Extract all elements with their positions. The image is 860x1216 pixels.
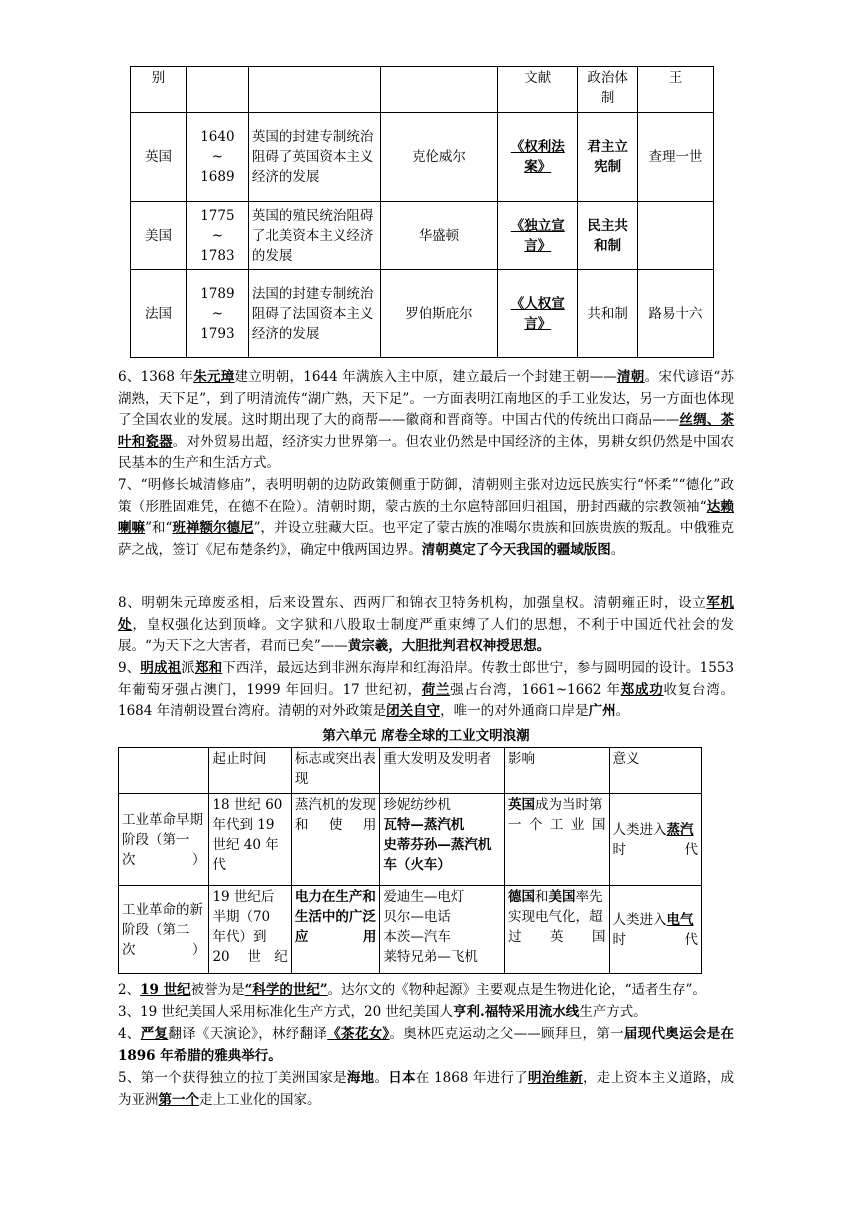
document-cell: 《权利法案》 [498,113,578,202]
period-cell: 1640 ~ 1689 [186,113,248,202]
header-cell: 起止时间 [209,748,291,794]
paragraph-9: 9、明成祖派郑和下西洋，最远达到非洲东海岸和红海沿岸。传教士郎世宁，参与圆明园的设计。1553 年葡萄牙强占澳门，1999 年回归。17 世纪初，荷兰强占台湾，1661~1662 年郑成功收复台湾。1684 年清朝设置台湾府。清朝的对外政策是闭关自守，唯一的对外通商口岸是广州。 [118,660,735,719]
header-cell: 重大发明及发明者 [380,748,505,794]
paragraph-8: 8、明朝朱元璋废丞相，后来设置东、西两厂和锦衣卫特务机构，加强皇权。清朝雍正时，设立军机处，皇权强化达到顶峰。文字狱和八股取士制度严重束缚了人们的思想，不利于中国近代社会的发展。“为天下之大害者，君而已矣”——黄宗羲，大胆批判君权神授思想。 [118,595,735,654]
meaning-cell: 人类进入蒸汽时代 [609,794,702,886]
time-cell: 19 世纪后半期（70 年代）到 20 世纪 [209,886,291,974]
header-cell: 别 [131,67,187,113]
mark-cell: 蒸汽机的发现和使用 [291,794,379,886]
item-2: 2、19 世纪被誉为是“科学的世纪”。达尔文的《物种起源》主要观点是生物进化论，“适者生存”。 [118,982,706,998]
leader-cell: 罗伯斯庇尔 [380,270,498,358]
table-header-row [119,748,702,794]
stage-cell: 工业革命的新阶段（第二次） [119,886,209,974]
effect-cell: 英国成为当时第一个工业国 [504,794,609,886]
paragraph-7: 7、“明修长城清修庙”，表明明朝的边防政策侧重于防御，清朝则主张对边远民族实行“怀柔”“德化”政策（形胜固难凭，在德不在险）。清朝时期，蒙古族的土尔扈特部回归祖国，册封西藏的宗教领袖“达赖喇嘛”和“班禅额尔德尼”，并设立驻藏大臣。也平定了蒙古族的准噶尔贵族和回族贵族的叛乱。中俄雅克萨之战，签订《尼布楚条约》，确定中俄两国边界。清朝奠定了今天我国的疆域版图。 [118,477,735,558]
country-cell: 法国 [131,270,187,358]
header-cell: 王 [638,67,714,113]
leader-cell: 克伦威尔 [380,113,498,202]
king-cell [638,202,714,270]
time-cell: 18 世纪 60 年代到 19 世纪 40 年代 [209,794,291,886]
country-cell: 美国 [131,202,187,270]
system-cell: 民主共和制 [578,202,638,270]
item-5: 5、第一个获得独立的拉丁美洲国家是海地。日本在 1868 年进行了明治维新，走上资本主义道路，成为亚洲第一个走上工业化的国家。 [118,1070,735,1108]
country-cell: 英国 [131,113,187,202]
revolution-table [130,66,714,358]
header-cell [186,67,248,113]
period-cell: 1775 ~ 1783 [186,202,248,270]
paragraph-6: 6、1368 年朱元璋建立明朝，1644 年满族入主中原，建立最后一个封建王朝——清朝。宋代谚语“苏湖熟，天下足”，到了明清流传“湖广熟，天下足”。一方面表明江南地区的手工业发达，另一方面也体现了全国农业的发展。这时期出现了大的商帮——徽商和晋商等。中国古代的传统出口商品——丝绸、茶叶和瓷器。对外贸易出超，经济实力世界第一。但农业仍然是中国经济的主体，男耕女织仍然是中国农民基本的生产和生活方式。 [118,369,735,471]
meaning-cell: 人类进入电气时代 [609,886,702,974]
king-cell: 路易十六 [638,270,714,358]
table-row [131,202,714,270]
header-cell: 政治体制 [578,67,638,113]
mark-cell: 电力在生产和生活中的广泛应用 [291,886,379,974]
system-cell: 共和制 [578,270,638,358]
table-header-row [131,67,714,113]
table-row [131,113,714,202]
document-cell: 《人权宣言》 [498,270,578,358]
cause-cell: 法国的封建专制统治阻碍了法国资本主义经济的发展 [248,270,380,358]
stage-cell: 工业革命早期阶段（第一次） [119,794,209,886]
table-row [119,794,702,886]
header-cell: 意义 [609,748,702,794]
header-cell: 文献 [498,67,578,113]
header-cell: 影响 [504,748,609,794]
leader-cell: 华盛顿 [380,202,498,270]
system-cell: 君主立宪制 [578,113,638,202]
effect-cell: 德国和美国率先实现电气化，超过英国 [504,886,609,974]
unit6-title: 第六单元 席卷全球的工业文明浪潮 [322,728,530,744]
cause-cell: 英国的封建专制统治阻碍了英国资本主义经济的发展 [248,113,380,202]
cause-cell: 英国的殖民统治阻碍了北美资本主义经济的发展 [248,202,380,270]
king-cell: 查理一世 [638,113,714,202]
header-cell [248,67,380,113]
invention-cell: 爱迪生—电灯 贝尔—电话 本茨—汽车 莱特兄弟—飞机 [380,886,505,974]
header-cell [380,67,498,113]
invention-cell: 珍妮纺纱机 瓦特—蒸汽机 史蒂芬孙—蒸汽机车（火车） [380,794,505,886]
header-cell: 标志或突出表现 [291,748,379,794]
period-cell: 1789 ~ 1793 [186,270,248,358]
header-cell [119,748,209,794]
industrial-revolution-table [118,747,702,974]
document-cell: 《独立宣言》 [498,202,578,270]
item-3: 3、19 世纪美国人采用标准化生产方式，20 世纪美国人亨利.福特采用流水线生产方式。 [118,1004,647,1020]
item-4: 4、严复翻译《天演论》，林纾翻译《茶花女》。奥林匹克运动之父——顾拜旦，第一届现代奥运会是在 1896 年希腊的雅典举行。 [118,1026,735,1064]
table-row [131,270,714,358]
table-row [119,886,702,974]
